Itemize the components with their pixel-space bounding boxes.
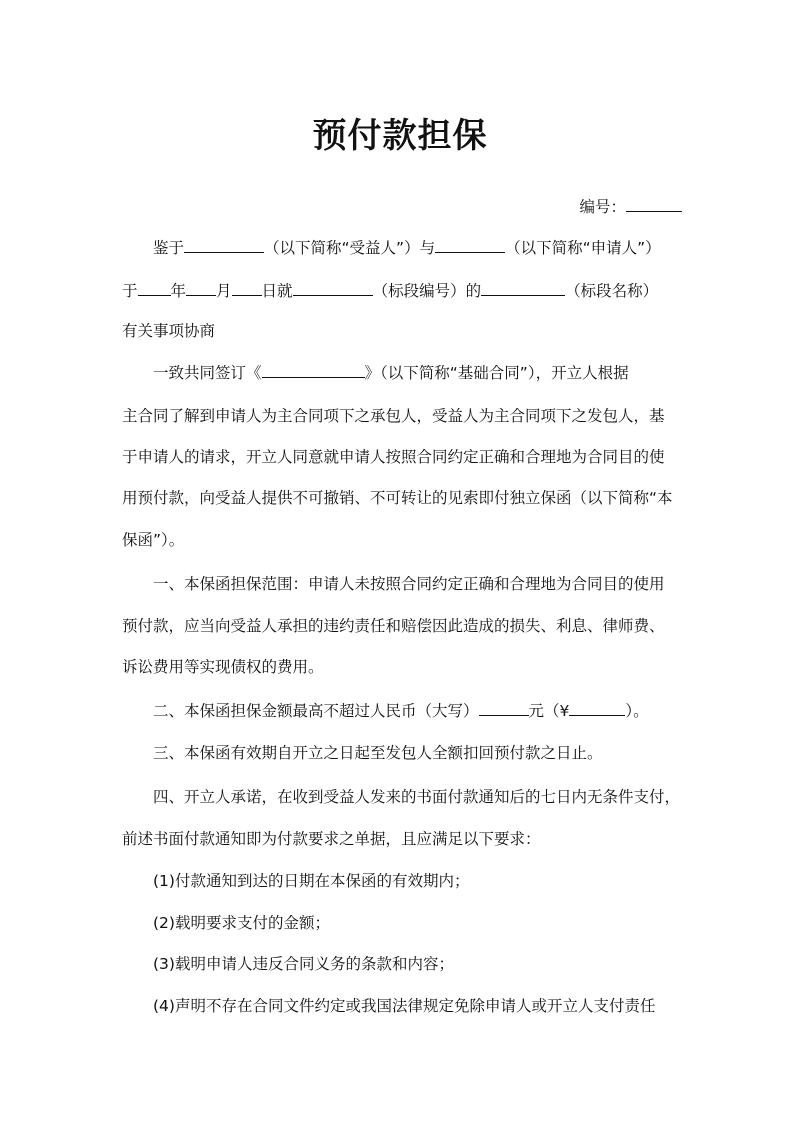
amount-figures-blank [569,700,625,716]
document-title: 预付款担保 [312,116,488,156]
paragraph-line: 保函”）。 [122,531,185,549]
list-item: (3)载明申请人违反合同义务的条款和内容； [153,955,454,973]
beneficiary-blank [184,237,264,253]
year-blank [138,280,171,296]
paragraph-line: 四、开立人承诺，在收到受益人发来的书面付款通知后的七日内无条件支付， [153,788,681,806]
paragraph-line: 主合同了解到申请人为主合同项下之承包人，受益人为主合同项下之发包人，基 [122,407,665,425]
amount-words-blank [479,700,529,716]
section-number-blank [293,280,373,296]
paragraph-line: 前述书面付款通知即为付款要求之单据，且应满足以下要求： [122,830,541,848]
paragraph-line [122,700,713,722]
paragraph-line: 预付款，应当向受益人承担的违约责任和赔偿因此造成的损失、利息、律师费、 [122,617,665,635]
text-span: （以下简称“受益人”）与 [264,239,436,257]
paragraph-line [122,237,713,259]
text-span: 鉴于 [153,239,185,257]
paragraph-line: 用预付款，向受益人提供不可撤销、不可转让的见索即付独立保函（以下简称“本 [122,489,673,507]
text-span: ）。 [625,702,649,720]
list-item: (4)声明不存在合同文件约定或我国法律规定免除申请人或开立人支付责任 [153,997,656,1015]
text-span: 二、本保函担保金额最高不超过人民币（大写） [153,702,479,720]
paragraph-line [122,362,713,384]
text-span: 年 [170,282,187,300]
paragraph-line: 于申请人的请求，开立人同意就申请人按照合同约定正确和合理地为合同目的使 [122,448,665,466]
list-item: (2)载明要求支付的金额； [153,914,330,932]
paragraph-line [122,280,682,302]
text-span: （标段编号）的 [372,282,482,300]
text-span: （标段名称） [565,282,659,300]
number-line [122,196,682,218]
section-name-blank [481,280,565,296]
paragraph-line: 诉讼费用等实现债权的费用。 [122,658,324,676]
paragraph-line: 一、本保函担保范围：申请人未按照合同约定正确和合理地为合同目的使用 [153,575,665,593]
list-item: (1)付款通知到达的日期在本保函的有效期内； [153,872,470,890]
number-blank [626,196,682,212]
text-span: 月 [216,282,232,300]
paragraph-line: 三、本保函有效期自开立之日起至发包人全额扣回预付款之日止。 [153,744,603,762]
number-label: 编号： [579,198,626,216]
applicant-blank [435,237,505,253]
text-span: 于 [122,282,138,300]
day-blank [232,280,262,296]
month-blank [186,280,216,296]
text-span: 日就 [261,282,293,300]
text-span: 一致共同签订《 [153,364,262,382]
text-span: （以下简称“申请人”） [505,239,661,257]
text-span: 》（以下简称“基础合同”），开立人根据 [364,364,629,382]
paragraph-line: 有关事项协商 [122,322,216,340]
contract-name-blank [262,362,365,378]
text-span: 元（¥ [528,702,570,720]
